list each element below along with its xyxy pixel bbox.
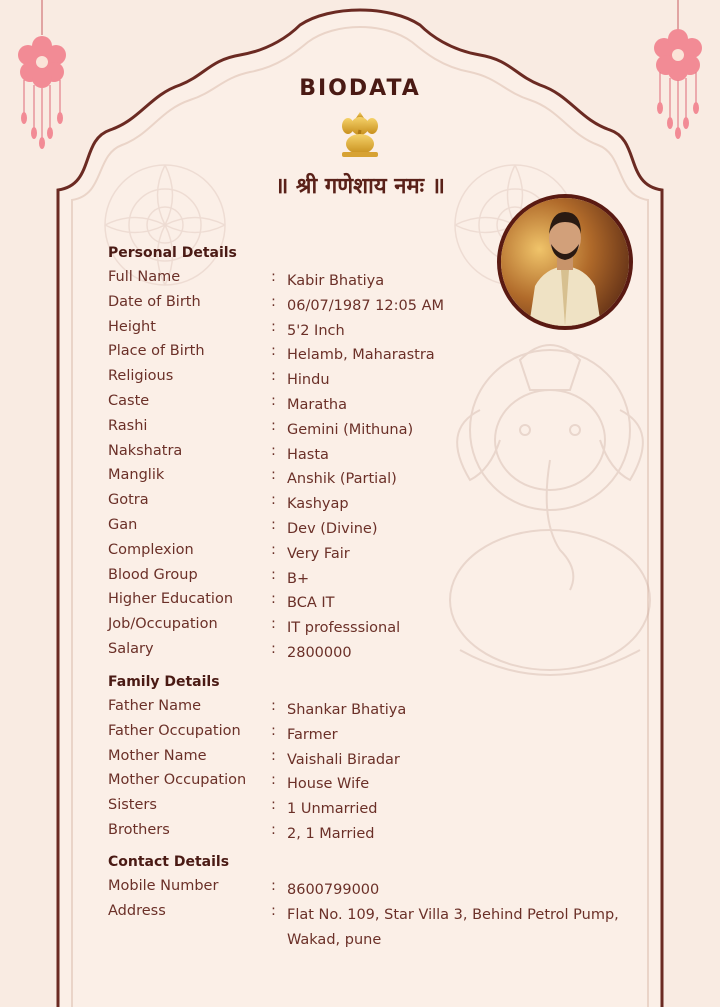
field-value: Hindu xyxy=(287,372,330,389)
field-label: Rashi xyxy=(108,417,148,434)
field-label: Father Occupation xyxy=(108,722,241,739)
field-label: Height xyxy=(108,318,156,335)
ganesha-icon xyxy=(334,110,386,158)
field-label: Date of Birth xyxy=(108,293,201,310)
separator-colon: : xyxy=(271,442,276,459)
separator-colon: : xyxy=(271,368,276,385)
field-value: House Wife xyxy=(287,776,370,793)
field-value: 5'2 Inch xyxy=(287,322,345,339)
field-value: IT professsional xyxy=(287,620,401,637)
separator-colon: : xyxy=(271,822,276,838)
field-value: 2800000 xyxy=(287,645,352,661)
section-heading: Personal Details xyxy=(108,245,237,261)
separator-colon: : xyxy=(271,343,276,360)
field-value: Gemini (Mithuna) xyxy=(287,421,414,438)
separator-colon: : xyxy=(271,722,276,739)
section-heading: Family Details xyxy=(108,674,220,690)
field-label: Manglik xyxy=(108,467,165,484)
separator-colon: : xyxy=(271,318,276,335)
separator-colon: : xyxy=(271,902,276,919)
separator-colon: : xyxy=(271,467,276,484)
hanging-flower-icon-left xyxy=(10,0,74,150)
field-label: Religious xyxy=(108,368,174,385)
separator-colon: : xyxy=(271,566,276,583)
field-label: Salary xyxy=(108,641,154,657)
field-label: Address xyxy=(108,902,166,919)
field-value: 2, 1 Married xyxy=(287,826,375,842)
field-value: Helamb, Maharastra xyxy=(287,347,435,364)
field-label: Gan xyxy=(108,517,138,533)
separator-colon: : xyxy=(271,797,276,814)
field-value: Vaishali Biradar xyxy=(287,751,400,768)
field-value: Maratha xyxy=(287,397,348,413)
separator-colon: : xyxy=(271,591,276,608)
field-label: Full Name xyxy=(108,269,181,285)
field-value: Dev (Divine) xyxy=(287,521,378,537)
field-value: 1 Unmarried xyxy=(287,801,378,818)
field-label: Father Name xyxy=(108,698,202,714)
field-label: Blood Group xyxy=(108,566,198,583)
field-value: BCA IT xyxy=(287,595,335,612)
field-value: 8600799000 xyxy=(287,882,380,898)
field-value: Shankar Bhatiya xyxy=(287,702,407,718)
field-label: Gotra xyxy=(108,492,149,509)
field-value: Anshik (Partial) xyxy=(287,471,397,488)
separator-colon: : xyxy=(271,393,276,409)
field-value: Farmer xyxy=(287,726,338,743)
page-title: BIODATA xyxy=(299,76,421,101)
field-value: Hasta xyxy=(287,446,329,463)
field-value: Kabir Bhatiya xyxy=(287,273,385,289)
field-label: Place of Birth xyxy=(108,343,205,360)
section-heading: Contact Details xyxy=(108,854,230,870)
field-label: Job/Occupation xyxy=(108,616,218,633)
separator-colon: : xyxy=(271,616,276,633)
separator-colon: : xyxy=(271,747,276,764)
field-value: Flat No. 109, Star Villa 3, Behind Petrol Pump, Wakad, pune xyxy=(287,906,619,948)
shloka-heading: ॥ श्री गणेशाय नमः ॥ xyxy=(275,174,445,199)
separator-colon: : xyxy=(271,541,276,558)
field-value: 06/07/1987 12:05 AM xyxy=(287,297,445,314)
field-value: Kashyap xyxy=(287,496,349,513)
field-label: Mother Name xyxy=(108,747,207,764)
separator-colon: : xyxy=(271,293,276,310)
field-label: Sisters xyxy=(108,797,157,814)
field-label: Mother Occupation xyxy=(108,772,247,789)
separator-colon: : xyxy=(271,698,276,714)
separator-colon: : xyxy=(271,772,276,789)
separator-colon: : xyxy=(271,878,276,894)
field-label: Complexion xyxy=(108,541,194,558)
separator-colon: : xyxy=(271,641,276,657)
separator-colon: : xyxy=(271,492,276,509)
field-label: Caste xyxy=(108,393,150,409)
field-label: Mobile Number xyxy=(108,878,219,894)
field-value: B+ xyxy=(287,570,310,587)
separator-colon: : xyxy=(271,269,276,285)
hanging-flower-icon-right xyxy=(646,0,710,150)
field-label: Higher Education xyxy=(108,591,234,608)
separator-colon: : xyxy=(271,517,276,533)
field-value: Very Fair xyxy=(287,545,350,562)
field-label: Brothers xyxy=(108,822,170,838)
field-label: Nakshatra xyxy=(108,442,183,459)
separator-colon: : xyxy=(271,417,276,434)
